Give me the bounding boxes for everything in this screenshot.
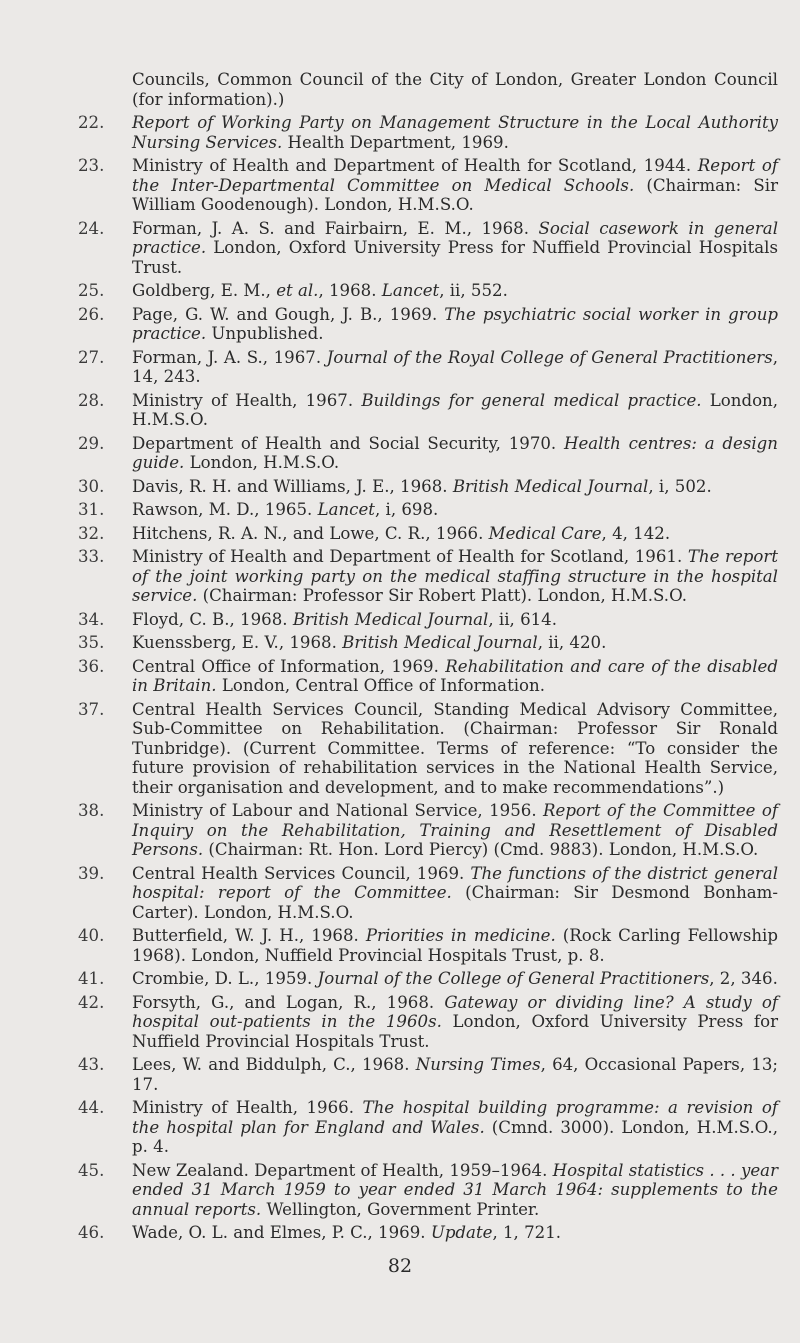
reference-item [78,547,778,606]
reference-title: Report of Working Party on Management Structure in the Local Authority Nursing Services. [132,113,778,152]
reference-text [132,156,778,215]
reference-text [132,391,778,430]
reference-detail: Butterfield, W. J. H., 1968. [132,926,366,945]
reference-text [132,281,778,301]
reference-number: 36. [78,656,105,676]
reference-text [132,1098,778,1157]
reference-item [78,633,778,653]
reference-detail: Hitchens, R. A. N., and Lowe, C. R., 1966. [132,523,489,543]
reference-text [132,1161,778,1220]
reference-number: 38. [78,801,105,820]
reference-detail: Goldberg, E. M., [132,281,277,300]
reference-text [132,477,778,497]
reference-detail: Page, G. W. and Gough, J. B., 1969. [132,304,445,324]
reference-title: Report of the Inter-Departmental Committee on Medical Schools. [132,156,779,195]
reference-detail: (Chairman: Sir William Goodenough). London, H.M.S.O. [132,175,778,214]
reference-detail: Forman, J. A. S. and Fairbairn, E. M., 1968. [132,218,539,238]
reference-detail: Forman, J. A. S., 1967. [132,347,327,367]
reference-detail: , i, 698. [374,500,439,519]
reference-detail: , 4, 142. [601,523,671,543]
reference-detail: , 14, 243. [132,347,779,386]
reference-continuation: Councils, Common Council of the City of London, Greater London Council (for information).) [132,70,778,109]
reference-text [132,993,778,1052]
reference-text [132,864,778,923]
reference-number: 41. [78,969,105,988]
reference-detail: Wellington, Government Printer. [261,1199,540,1219]
reference-item [78,113,778,152]
reference-item [78,1098,778,1157]
reference-text [132,500,778,520]
reference-detail: , ii, 420. [537,633,607,652]
reference-number: 23. [78,156,105,175]
reference-text [132,610,778,630]
reference-title: The report of the joint working party on the medical staffing structure in the hospital service. [132,547,778,605]
reference-detail: New Zealand. Department of Health, 1959–1964. [132,1160,553,1180]
reference-text [132,801,778,860]
reference-item [78,926,778,965]
reference-detail: (Cmnd. 3000). London, H.M.S.O., p. 4. [132,1117,778,1156]
reference-text [132,1223,778,1243]
reference-detail: Central Health Services Council, Standing Medical Advisory Committee, Sub-Committee on Rehabilitation. (Chairman: Professor Sir Ronald Tunbridge). (Current Committee. Terms of reference: “To consider the future provision of rehabilitation services in the National Health Service, their organisation and development, and to make recommendations”.) [132,699,778,797]
reference-detail: , ii, 552. [439,281,508,300]
reference-item [78,610,778,630]
reference-item [78,1223,778,1243]
reference-text [132,657,778,696]
reference-detail: Ministry of Health, 1966. [132,1098,363,1117]
reference-number: 26. [78,304,105,324]
reference-detail: Davis, R. H. and Williams, J. E., 1968. [132,476,453,496]
reference-title: Lancet [317,500,375,519]
reference-number: 40. [78,926,105,945]
reference-item [78,391,778,430]
reference-number: 39. [78,863,105,883]
reference-title: British Medical Journal [342,633,538,652]
reference-title: Gateway or dividing line? A study of hospital out-patients in the 1960s. [132,992,778,1031]
reference-item [78,500,778,520]
reference-item [78,1161,778,1220]
reference-number: 44. [78,1098,105,1117]
reference-title: Priorities in medicine. [365,926,556,945]
reference-text [132,547,778,606]
reference-detail: Central Office of Information, 1969. [132,656,446,676]
reference-number: 30. [78,476,105,496]
reference-text [132,700,778,798]
reference-number: 28. [78,390,105,410]
reference-detail: Lees, W. and Biddulph, C., 1968. [132,1055,416,1074]
reference-detail: , 2, 346. [709,969,778,988]
reference-text [132,113,778,152]
reference-title: Update [430,1223,493,1242]
reference-number: 45. [78,1160,105,1180]
reference-number: 22. [78,113,105,132]
reference-detail: Forsyth, G., and Logan, R., 1968. [132,992,445,1012]
reference-text [132,1055,778,1094]
reference-number: 31. [78,500,105,519]
reference-item [78,1055,778,1094]
reference-text [132,524,778,544]
reference-title: British Medical Journal [452,476,649,496]
reference-title: Social casework in general practice. [132,218,778,257]
reference-item [78,524,778,544]
reference-title: Report of the Committee of Inquiry on the Rehabilitation, Training and Resettlement of Disabled Persons. [132,801,778,859]
reference-title: Medical Care [488,523,602,543]
reference-number: 43. [78,1055,105,1074]
reference-text [132,969,778,989]
reference-detail: Ministry of Health, 1967. [132,390,362,410]
reference-number: 42. [78,992,105,1012]
reference-detail: , i, 502. [648,476,712,496]
reference-detail: , 64, Occasional Papers, 13; 17. [132,1055,778,1094]
reference-detail: , 1, 721. [492,1223,562,1242]
reference-detail: (Rock Carling Fellowship 1968). London, Nuffield Provincial Hospitals Trust, p. 8. [132,926,778,965]
reference-item [78,477,778,497]
reference-title: Journal of the Royal College of General Practitioners [326,347,773,367]
reference-number: 37. [78,699,105,719]
reference-item [78,156,778,215]
reference-detail: London, Central Office of Information. [216,676,546,695]
reference-title: British Medical Journal [292,609,489,629]
reference-title: Journal of the College of General Practitioners [317,969,710,988]
reference-item [78,801,778,860]
reference-detail: Ministry of Health and Department of Health for Scotland, 1944. [132,156,698,175]
reference-item [78,700,778,798]
reference-detail: Central Health Services Council, 1969. [132,863,471,883]
reference-text [132,434,778,473]
reference-detail: (Chairman: Sir Desmond Bonham-Carter). London, H.M.S.O. [132,883,778,922]
reference-title: Hospital statistics . . . year ended 31 March 1959 to year ended 31 March 1964: supplements to the annual reports. [132,1160,779,1219]
reference-number: 35. [78,633,105,652]
reference-detail: (Chairman: Rt. Hon. Lord Piercy) (Cmd. 9883). London, H.M.S.O. [203,840,759,859]
reference-item [78,969,778,989]
reference-detail: Rawson, M. D., 1965. [132,500,318,519]
reference-detail: London, H.M.S.O. [132,390,779,429]
reference-detail: Crombie, D. L., 1959. [132,969,318,988]
reference-item [78,864,778,923]
reference-detail: Unpublished. [206,324,324,343]
reference-item [78,434,778,473]
reference-number: 46. [78,1223,105,1242]
reference-title: The psychiatric social worker in group practice. [132,304,779,343]
reference-item [78,657,778,696]
reference-detail: (Chairman: Professor Sir Robert Platt). London, H.M.S.O. [197,586,687,605]
reference-title: et al. [276,281,319,300]
reference-title: The functions of the district general hospital: report of the Committee. [132,863,778,902]
reference-detail: , 1968. [318,281,382,300]
reference-detail: Floyd, C. B., 1968. [132,609,293,629]
reference-detail: Wade, O. L. and Elmes, P. C., 1969. [132,1223,431,1242]
reference-detail: London, H.M.S.O. [184,453,340,472]
reference-title: Lancet [381,281,440,300]
reference-number: 25. [78,281,105,300]
reference-text [132,348,778,387]
reference-list [78,70,778,1247]
reference-item [78,281,778,301]
reference-text [132,926,778,965]
reference-detail: Health Department, 1969. [282,132,509,152]
reference-title: Buildings for general medical practice. [361,390,702,410]
reference-number: 29. [78,433,105,453]
reference-number: 24. [78,218,105,238]
reference-title: Rehabilitation and care of the disabled in Britain. [132,656,778,695]
reference-item [78,993,778,1052]
reference-detail: , ii, 614. [488,609,558,629]
reference-detail: Ministry of Health and Department of Health for Scotland, 1961. [132,547,688,566]
reference-title: Nursing Times [415,1055,541,1074]
reference-detail: Ministry of Labour and National Service, 1956. [132,801,543,820]
reference-text [132,633,778,653]
reference-title: The hospital building programme: a revision of the hospital plan for England and Wales. [132,1098,778,1137]
reference-detail: London, Oxford University Press for Nuffield Provincial Hospitals Trust. [132,238,778,277]
reference-detail: Department of Health and Social Security, 1970. [132,433,564,453]
reference-text [132,305,778,344]
reference-number: 27. [78,347,105,367]
reference-number: 33. [78,547,105,566]
reference-item [78,348,778,387]
page-number: 82 [387,1255,413,1277]
reference-text [132,219,778,278]
reference-detail: London, Oxford University Press for Nuffield Provincial Hospitals Trust. [132,1012,778,1051]
reference-number: 34. [78,609,105,629]
reference-item [78,305,778,344]
reference-detail: Kuenssberg, E. V., 1968. [132,633,343,652]
reference-item [78,219,778,278]
reference-title: Health centres: a design guide. [132,433,778,472]
reference-number: 32. [78,523,105,543]
